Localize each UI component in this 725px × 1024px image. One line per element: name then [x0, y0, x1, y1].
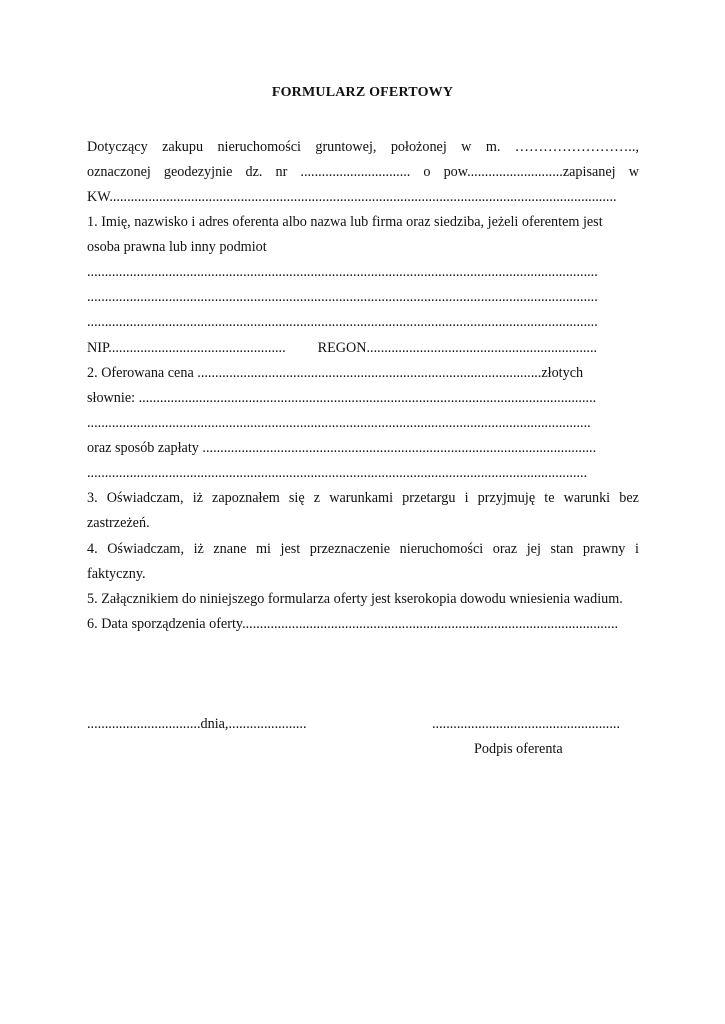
section-3-line-1-word: warunkami [329, 490, 394, 506]
section-3-line-1-word: Oświadczam, [106, 490, 184, 506]
signature-caption: Podpis oferenta [474, 741, 563, 757]
intro-line-2-word: dz. [245, 164, 263, 180]
section-4-line-1-word: przeznaczenie [309, 541, 391, 557]
intro-line-3: KW............................................................................................................................................... [87, 189, 617, 205]
intro-line-1-word: m. [485, 139, 501, 155]
intro-line-1 [87, 138, 639, 156]
section-3-line-1-word: zapoznałem [212, 490, 280, 506]
section-4-line-1-word: i [634, 541, 639, 557]
section-4-line-2: faktyczny. [87, 566, 146, 582]
form-title: FORMULARZ OFERTOWY [271, 85, 454, 100]
nip-regon-line [87, 339, 639, 357]
nip-field: NIP.................................................. [87, 340, 286, 356]
section-4-line-1-word: jej [526, 541, 541, 557]
intro-line-1-word: położonej [390, 139, 447, 155]
section-4-line-1-word: mi [256, 541, 271, 557]
intro-line-2 [87, 163, 639, 181]
section-3-line-1-word: przyjmuję [477, 490, 536, 506]
section-4-line-1-word: stan [550, 541, 574, 557]
section-3-line-1-word: z [313, 490, 321, 506]
section-3-line-1-word: te [544, 490, 555, 506]
section-3-line-1-word: bez [619, 490, 639, 506]
section-5-line: 5. Załącznikiem do niniejszego formularza oferty jest kserokopia dowodu wniesienia wadium. [87, 591, 623, 607]
section-4-line-1-word: znane [213, 541, 247, 557]
payment-blank-line: ............................................................................................................................................. [87, 465, 588, 481]
intro-line-2-word: nr [275, 164, 288, 180]
intro-line-1-word: …………………….., [514, 139, 639, 155]
intro-line-2-word: o [423, 164, 431, 180]
section-4-line-1-word: Oświadczam, [107, 541, 185, 557]
section-3-line-1-word: się [288, 490, 305, 506]
oferent-blank-2: ................................................................................................................................................ [87, 289, 598, 305]
section-3-line-1-word: iż [192, 490, 203, 506]
price-blank-line: .............................................................................................................................................. [87, 415, 591, 431]
section-3-line-1-word: 3. [87, 490, 98, 506]
intro-line-1-word: w [461, 139, 472, 155]
regon-field: REGON................................................................. [317, 340, 598, 356]
intro-line-1-word: gruntowej, [315, 139, 377, 155]
oferent-blank-3: ................................................................................................................................................ [87, 314, 598, 330]
intro-line-2-word: oznaczonej [87, 164, 151, 180]
intro-line-2-word: w [628, 164, 639, 180]
intro-line-2-word: ............................... [300, 164, 411, 180]
intro-line-2-word: pow...........................zapisanej [443, 164, 616, 180]
price-line: 2. Oferowana cena .................................................................................................złotych [87, 365, 584, 381]
payment-line: oraz sposób zapłaty ............................................................................................................... [87, 440, 597, 456]
price-words-line: słownie: ................................................................................................................................. [87, 390, 597, 406]
intro-line-2-word: geodezyjnie [163, 164, 233, 180]
date-place-field: ................................dnia,...................... [87, 716, 307, 732]
section-3-line-2: zastrzeżeń. [87, 515, 150, 531]
section-3-line-1 [87, 489, 639, 507]
oferent-blank-1: ................................................................................................................................................ [87, 264, 598, 280]
section-1-line-2: osoba prawna lub inny podmiot [87, 239, 267, 255]
section-4-line-1-word: nieruchomości [399, 541, 484, 557]
intro-line-1-word: zakupu [162, 139, 204, 155]
section-4-line-1-word: 4. [87, 541, 98, 557]
section-4-line-1-word: prawny [582, 541, 626, 557]
intro-line-1-word: Dotyczący [87, 139, 148, 155]
section-4-line-1-word: iż [193, 541, 204, 557]
section-3-line-1-word: przetargu [402, 490, 456, 506]
section-4-line-1 [87, 540, 639, 558]
section-3-line-1-word: warunki [563, 490, 611, 506]
section-3-line-1-word: i [464, 490, 469, 506]
section-1-line-1: 1. Imię, nazwisko i adres oferenta albo nazwa lub firma oraz siedziba, jeżeli oferentem jest [87, 214, 603, 230]
section-4-line-1-word: oraz [492, 541, 518, 557]
signature-field: ..................................................... [432, 716, 620, 732]
intro-line-1-word: nieruchomości [217, 139, 301, 155]
section-4-line-1-word: jest [280, 541, 301, 557]
section-6-line: 6. Data sporządzenia oferty.......................................................................................................... [87, 616, 619, 632]
